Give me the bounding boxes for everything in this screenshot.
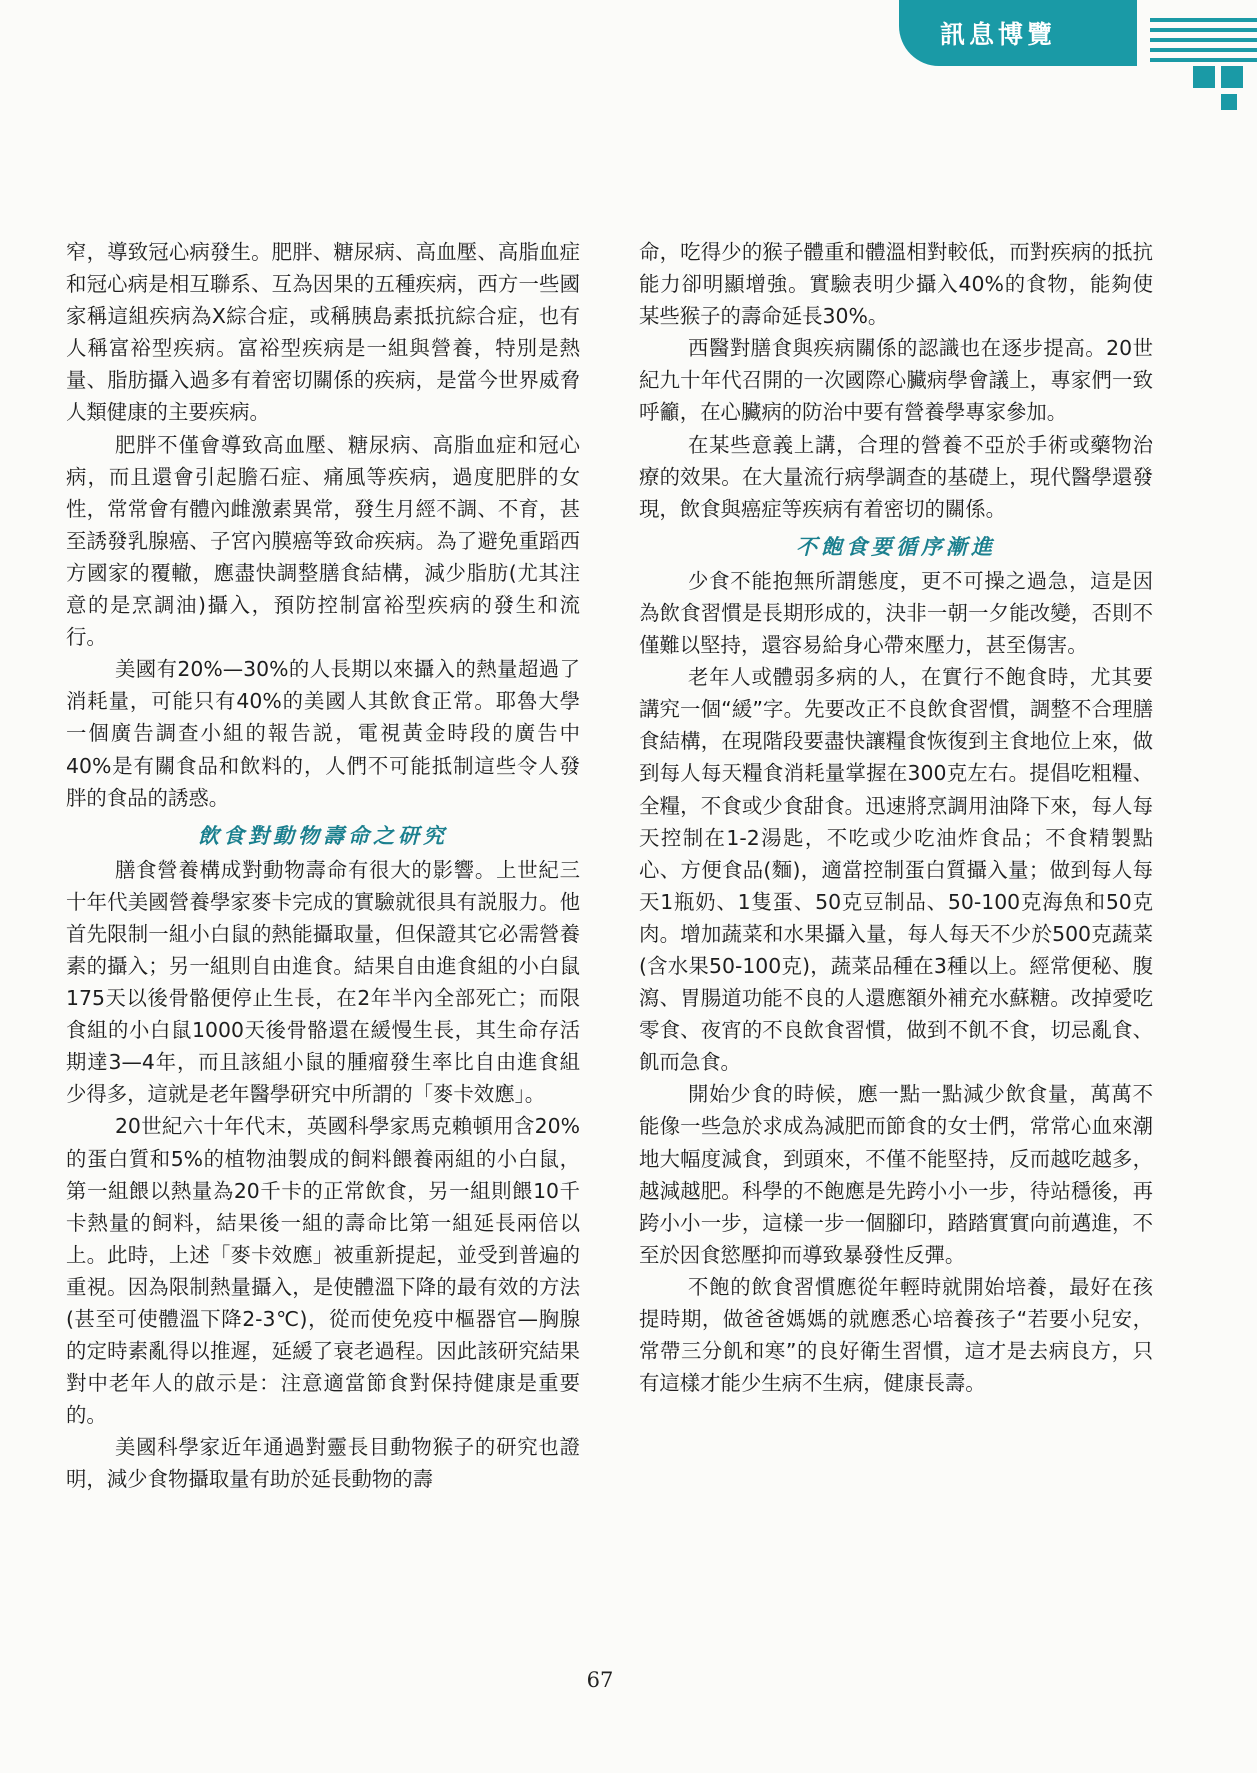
- right-column: [639, 236, 1153, 1399]
- paragraph: 不飽的飲食習慣應從年輕時就開始培養，最好在孩提時期，做爸爸媽媽的就應悉心培養孩子“若要小兒安，常帶三分飢和寒”的良好衛生習慣，這才是去病良方，只有這樣才能少生病不生病，健康長壽。: [639, 1274, 1153, 1396]
- section-title: 不飽食要循序漸進: [796, 533, 996, 559]
- paragraph: 西醫對膳食與疾病關係的認識也在逐步提高。20世紀九十年代召開的一次國際心臟病學會議上，專家們一致呼籲，在心臟病的防治中要有營養學專家參加。: [639, 336, 1153, 425]
- decorative-stripe: [1150, 58, 1257, 62]
- paragraph: 少食不能抱無所謂態度，更不可操之過急，這是因為飲食習慣是長期形成的，決非一朝一夕能改變，否則不僅難以堅持，還容易給身心帶來壓力，甚至傷害。: [639, 568, 1153, 658]
- paragraph: 美國有20%—30%的人長期以來攝入的熱量超過了消耗量，可能只有40%的美國人其飲食正常。耶魯大學一個廣告調查小組的報告説，電視黃金時段的廣告中40%是有關食品和飲料的，人們不可能抵制這些令人發胖的食品的誘惑。: [66, 657, 580, 810]
- decorative-stripe: [1150, 48, 1257, 52]
- decorative-stripe: [1150, 18, 1257, 22]
- paragraph: 老年人或體弱多病的人，在實行不飽食時，尤其要講究一個“緩”字。先要改正不良飲食習慣，調整不合理膳食結構，在現階段要盡快讓糧食恢復到主食地位上來，做到每人每天糧食消耗量掌握在300克左右。提倡吃粗糧、全糧，不食或少食甜食。迅速將烹調用油降下來，每人每天控制在1-2湯匙，不吃或少吃油炸食品；不食精製點心、方便食品(麵)，適當控制蛋白質攝入量；做到每人每天1瓶奶、1隻蛋、50克豆制品、50-100克海魚和50克肉。增加蔬菜和水果攝入量，每人每天不少於500克蔬菜(含水果50-100克)，蔬菜品種在3種以上。經常便秘、腹瀉、胃腸道功能不良的人還應額外補充水蘇糖。改掉愛吃零食、夜宵的不良飲食習慣，做到不飢不食，切忌亂食、飢而急食。: [639, 665, 1153, 1075]
- paragraph: 美國科學家近年通過對靈長目動物猴子的研究也證明，減少食物攝取量有助於延長動物的壽: [66, 1435, 580, 1492]
- decorative-square: [1221, 66, 1243, 88]
- header-decorative-stripes: [1150, 18, 1257, 68]
- decorative-stripe: [1150, 38, 1257, 42]
- paragraph: 膳食營養構成對動物壽命有很大的影響。上世紀三十年代美國營養學家麥卡完成的實驗就很具有説服力。他首先限制一組小白鼠的熱能攝取量，但保證其它必需營養素的攝入；另一組則自由進食。結果自由進食組的小白鼠175天以後骨骼便停止生長，在2年半內全部死亡；而限食組的小白鼠1000天後骨骼還在緩慢生長，其生命存活期達3—4年，而且該組小鼠的腫瘤發生率比自由進食組少得多，這就是老年醫學研究中所謂的「麥卡效應」。: [66, 857, 580, 1107]
- section-header-title: 訊息博覽: [939, 20, 1056, 49]
- decorative-stripe: [1150, 28, 1257, 32]
- paragraph: 在某些意義上講，合理的營養不亞於手術或藥物治療的效果。在大量流行病學調查的基礎上，現代醫學還發現，飲食與癌症等疾病有着密切的關係。: [639, 432, 1153, 521]
- decorative-square: [1193, 66, 1215, 88]
- paragraph: 20世紀六十年代末，英國科學家馬克賴頓用含20%的蛋白質和5%的植物油製成的飼料餵養兩組的小白鼠，第一組餵以熱量為20千卡的正常飲食，另一組則餵10千卡熱量的飼料，結果後一組的壽命比第一組延長兩倍以上。此時，上述「麥卡效應」被重新提起，並受到普遍的重視。因為限制熱量攝入，是使體溫下降的最有效的方法(甚至可使體溫下降2-3℃)，從而使免疫中樞器官—胸腺的定時素亂得以推遲，延緩了衰老過程。因此該研究結果對中老年人的啟示是：注意適當節食對保持健康是重要的。: [66, 1114, 580, 1428]
- decorative-square: [1221, 94, 1237, 110]
- section-header-tab: [899, 0, 1137, 66]
- paragraph: 開始少食的時候，應一點一點減少飲食量，萬萬不能像一些急於求成為減肥而節食的女士們，常常心血來潮地大幅度減食，到頭來，不僅不能堅持，反而越吃越多，越減越肥。科學的不飽應是先跨小小一步，待站穩後，再跨小小一步，這樣一步一個腳印，踏踏實實向前邁進，不至於因食慾壓抑而導致暴發性反彈。: [639, 1082, 1153, 1267]
- paragraph: 窄，導致冠心病發生。肥胖、糖尿病、高血壓、高脂血症和冠心病是相互聯系、互為因果的五種疾病，西方一些國家稱這組疾病為X綜合症，或稱胰島素抵抗綜合症，也有人稱富裕型疾病。富裕型疾病是一組與營養，特別是熱量、脂肪攝入過多有着密切關係的疾病，是當今世界威脅人類健康的主要疾病。: [66, 240, 580, 425]
- section-title: 飲食對動物壽命之研究: [198, 822, 448, 848]
- paragraph: 命，吃得少的猴子體重和體溫相對較低，而對疾病的抵抗能力卻明顯增強。實驗表明少攝入40%的食物，能夠使某些猴子的壽命延長30%。: [639, 240, 1153, 329]
- page-number: 67: [586, 1668, 614, 1692]
- paragraph: 肥胖不僅會導致高血壓、糖尿病、高脂血症和冠心病，而且還會引起膽石症、痛風等疾病，過度肥胖的女性，常常會有體內雌激素異常，發生月經不調、不育，甚至誘發乳腺癌、子宮內膜癌等致命疾病。為了避免重蹈西方國家的覆轍，應盡快調整膳食結構，減少脂肪(尤其注意的是烹調油)攝入，預防控制富裕型疾病的發生和流行。: [66, 432, 580, 650]
- left-column: [66, 236, 580, 1496]
